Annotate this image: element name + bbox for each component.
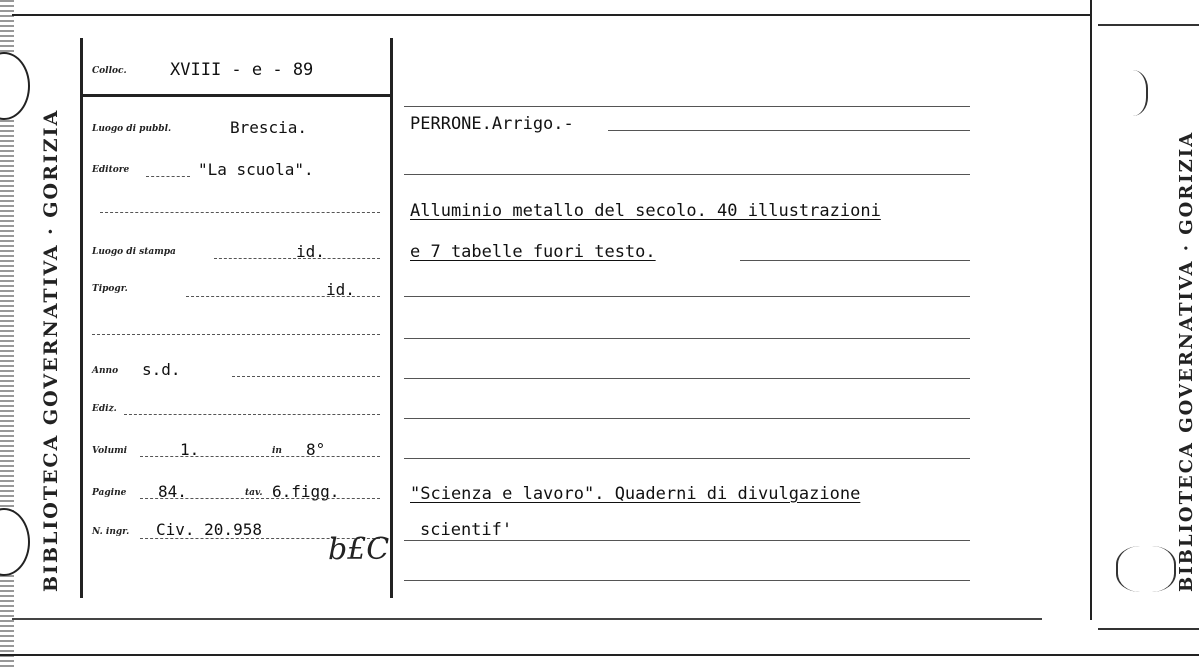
title-line-2: e 7 tabelle fuori testo.: [410, 242, 656, 262]
card-bottom-border: [12, 618, 1042, 620]
field-volumi-label: Volumi: [92, 446, 128, 456]
tipogr-line: [186, 296, 380, 297]
field-pagine-value: 84.: [158, 482, 187, 501]
anno-line: [232, 376, 380, 377]
in-value: 8°: [306, 440, 326, 459]
colloc-divider: [80, 94, 392, 97]
rule-5: [404, 378, 970, 379]
title-line-2-rule: [740, 260, 970, 261]
library-stamp-right: BIBLIOTECA GOVERNATIVA · GORIZIA: [1176, 130, 1197, 592]
card-top-border: [12, 14, 1092, 16]
rule-6: [404, 418, 970, 419]
ediz-line: [124, 414, 380, 415]
middle-column-border: [390, 38, 393, 598]
author-rule: [608, 130, 970, 131]
series-line-2-rule: [404, 540, 970, 541]
handwritten-note: b£C: [328, 532, 390, 567]
volumi-line: [140, 456, 380, 457]
next-card-hole-bottom: [1116, 546, 1176, 592]
rule-4: [404, 338, 970, 339]
field-luogo-pubbl-value: Brescia.: [230, 118, 308, 137]
rule-1: [404, 106, 970, 107]
field-ingr-value: Civ. 20.958: [156, 520, 262, 539]
field-luogo-stampa-value: id.: [296, 242, 325, 261]
title-line-1: Alluminio metallo del secolo. 40 illustrazioni: [410, 201, 881, 221]
in-label: in: [272, 446, 282, 456]
card-bottom-edge: [0, 654, 1199, 656]
field-ingr-label: N. ingr.: [92, 527, 130, 537]
tav-label: tav.: [245, 488, 263, 498]
left-hole-bottom: [0, 508, 30, 576]
field-luogo-pubbl-label: Luogo di pubbl.: [92, 124, 172, 134]
luogo-stampa-line: [214, 258, 380, 259]
field-anno-label: Anno: [92, 366, 119, 376]
next-card-bottom-border: [1098, 628, 1199, 630]
rule-3: [404, 296, 970, 297]
field-ediz-label: Ediz.: [92, 404, 117, 414]
blank-line-2: [92, 334, 380, 335]
field-pagine-label: Pagine: [92, 488, 127, 498]
rule-8: [404, 580, 970, 581]
editore-line: [146, 176, 190, 177]
rule-2: [404, 174, 970, 175]
rule-7: [404, 458, 970, 459]
series-line-2: scientif': [420, 520, 513, 540]
field-volumi-value: 1.: [180, 440, 200, 459]
blank-line-1: [100, 212, 380, 213]
series-line-1: "Scienza e lavoro". Quaderni di divulgazione: [410, 484, 861, 504]
field-luogo-stampa-label: Luogo di stampa: [92, 247, 176, 257]
pagine-line: [140, 498, 380, 499]
author-heading: PERRONE.Arrigo.-: [410, 114, 574, 134]
next-card-top-border: [1098, 24, 1199, 26]
left-hole-top: [0, 52, 30, 120]
field-editore-label: Editore: [92, 165, 130, 175]
colloc-value: XVIII - e - 89: [170, 60, 314, 80]
field-editore-value: "La scuola".: [198, 160, 314, 179]
field-anno-value: s.d.: [142, 360, 181, 379]
next-card-hole-top: [1110, 70, 1148, 116]
library-stamp-left: BIBLIOTECA GOVERNATIVA · GORIZIA: [40, 108, 62, 592]
field-tipogr-label: Tipogr.: [92, 284, 128, 294]
card-right-border: [1090, 0, 1092, 620]
field-tipogr-value: id.: [326, 280, 355, 299]
tav-value: 6.figg.: [272, 482, 340, 501]
colloc-label: Colloc.: [92, 66, 127, 76]
left-column-border: [80, 38, 83, 598]
